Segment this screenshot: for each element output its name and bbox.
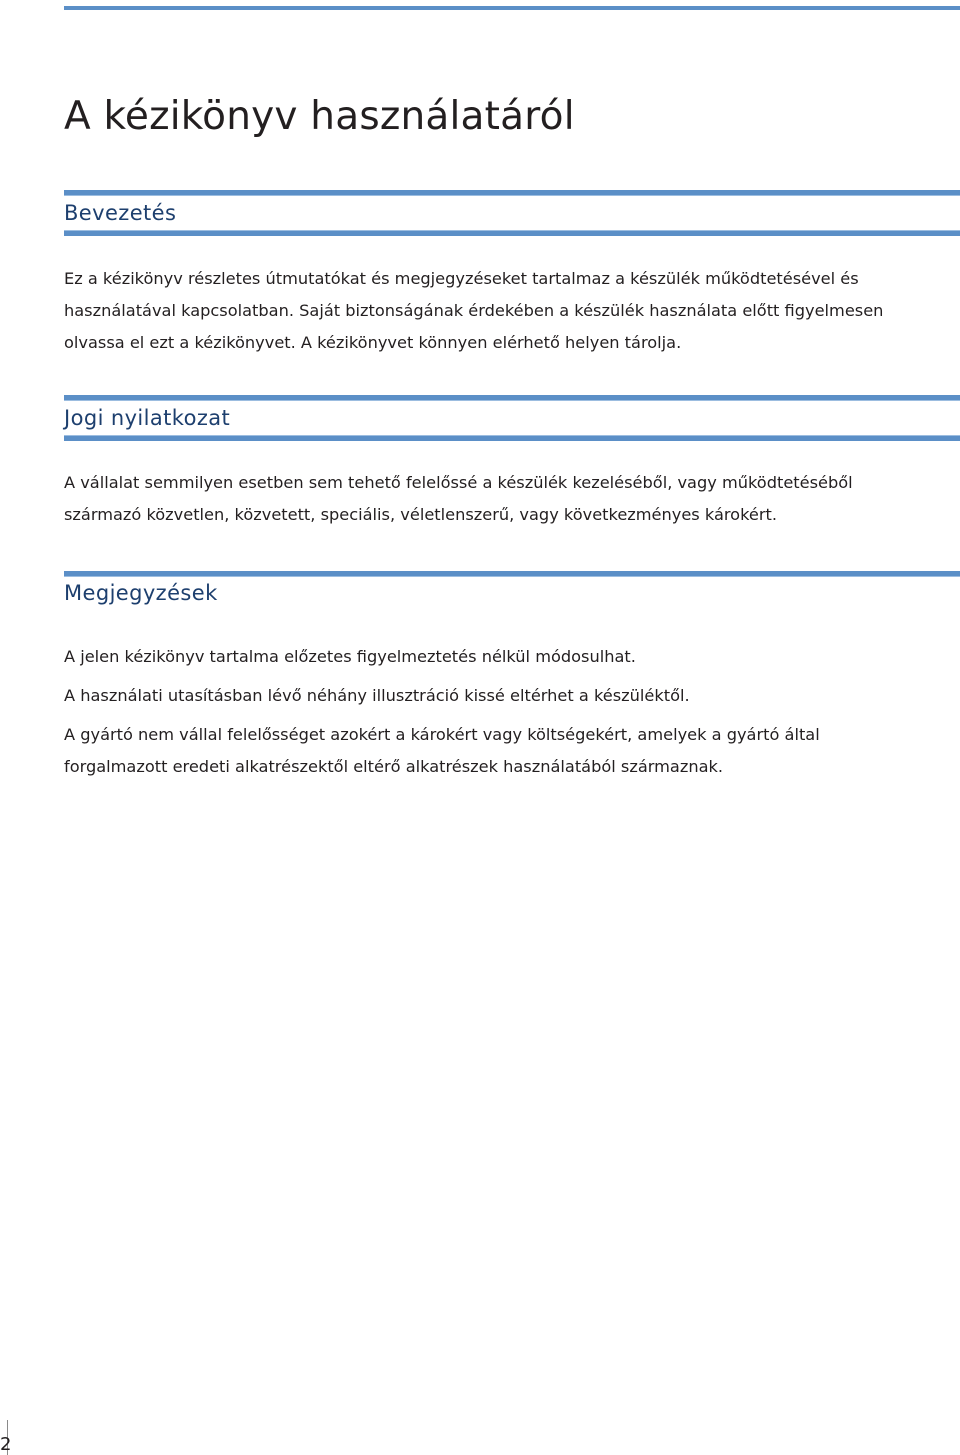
- legal-line: származó közvetlen, közvetett, speciális, véletlenszerű, vagy következményes károkért.: [64, 505, 777, 524]
- section-rule-bottom: [64, 231, 960, 236]
- section-rule-top: [64, 395, 960, 400]
- notes-line: A jelen kézikönyv tartalma előzetes figyelmeztetés nélkül módosulhat.: [64, 647, 636, 666]
- legal-paragraph: [64, 467, 944, 531]
- page-number: 2: [0, 1434, 12, 1455]
- intro-paragraph: [64, 263, 944, 359]
- notes-line: A gyártó nem vállal felelősséget azokért a károkért vagy költségekért, amelyek a gyártó által: [64, 725, 820, 744]
- intro-line: használatával kapcsolatban. Saját biztonságának érdekében a készülék használata előtt figyelmesen: [64, 301, 884, 320]
- section-rule-top: [64, 571, 960, 576]
- notes-paragraph-1: [64, 641, 944, 673]
- section-heading-legal: Jogi nyilatkozat: [64, 406, 231, 430]
- section-rule-bottom: [64, 436, 960, 441]
- top-rule: [64, 6, 960, 10]
- legal-line: A vállalat semmilyen esetben sem tehető felelőssé a készülék kezeléséből, vagy működtetéséből: [64, 473, 853, 492]
- section-heading-intro: Bevezetés: [64, 201, 177, 225]
- intro-line: Ez a kézikönyv részletes útmutatókat és megjegyzéseket tartalmaz a készülék működtetésével és: [64, 269, 859, 288]
- notes-line: forgalmazott eredeti alkatrészektől eltérő alkatrészek használatából származnak.: [64, 757, 724, 776]
- section-rule-top: [64, 190, 960, 195]
- notes-paragraph-2: [64, 680, 944, 712]
- page-title: A kézikönyv használatáról: [64, 94, 575, 139]
- section-heading-notes: Megjegyzések: [64, 581, 218, 605]
- notes-line: A használati utasításban lévő néhány illusztráció kissé eltérhet a készüléktől.: [64, 686, 690, 705]
- notes-paragraph-3: [64, 719, 944, 783]
- intro-line: olvassa el ezt a kézikönyvet. A kézikönyvet könnyen elérhető helyen tárolja.: [64, 333, 682, 352]
